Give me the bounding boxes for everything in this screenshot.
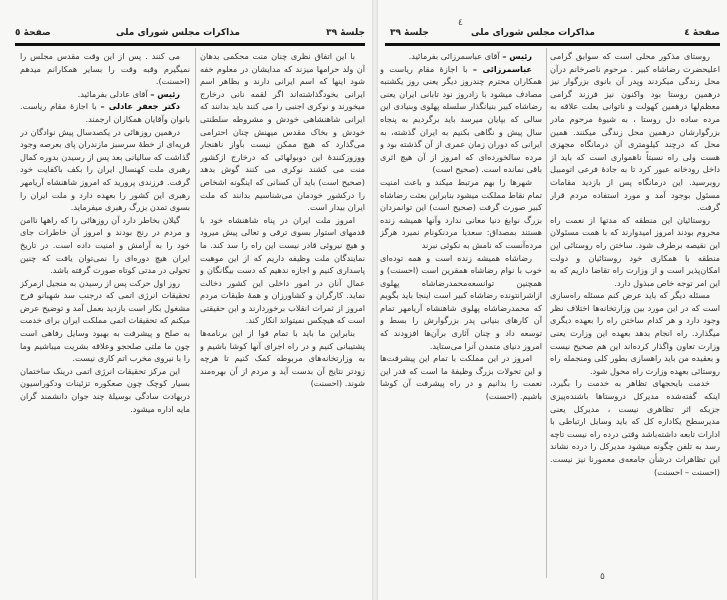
paragraph-text: روستای مذکور محلی است که سوابق گرامی اعلیحضرت رضاشاه کبیر . مرحوم ناصرخانم درآن محل زندگی میکردند وپدر آن بانوی بزرگوار نیز درهمین روستا بود واکنون نیز فرزند گرامی معظم‌لها درهمین کهولت و ناتوانی بعلت علاقه به مرده ساده دل روستا ، به شیوهٔ مرحوم مادر بزرگوارشان درهمین محل زندگی میکنند. همین محل که درچند کیلومتری آن درمانگاه مجهزی هست ولی راه نسبتاً ناهمواری است که باید از داخل رودخانه عبور کرد تا به جادهٔ فرعی اتومبیل روبرسید. این درمانگاه پس از بازدید مقامات مسئول بوجود آمد و مورد استفاده مردم قرار گرفت. — [550, 51, 720, 213]
page-number: صفحهٔ ٥ — [15, 28, 51, 38]
text-column-right — [200, 50, 365, 575]
paragraph-text: شهرها را بهم مرتبط میکند و باعث امنیت تمام نقاط مملکت میشود بنابراین بعثت رضاشاه کبیر صورت گرفت (صحیح است) این توانمردان بزرگ نوابغ دنیا معانی ندارد وآنها همیشه زنده هستند بمصداق: سعدیا مردنکونام نمیرد هرگز مرده‌آنست که نامش به نکوئی نبرند — [380, 176, 542, 250]
header-title: مذاکرات مجلس شورای ملی — [470, 28, 595, 38]
paragraph-text: روستائیان این منطقه که مدتها از نعمت راه محروم بودند امروز امیدوارند که با همت مسئولان این نقیصه برطرف شود. ساختن راه روستائی این منطقه با همکاری خود روستائیان و دولت امکان‌پذیر است و از وزارت راه تقاضا داریم که به این امر توجه خاص مبذول دارد. — [550, 214, 720, 288]
paragraph-text: با این اتفاق نظری چنان منت محکمی بدهان آن ولد حرامها میزند که مدایشان در معلوم خفه شود اینها که اسم ایرانی دارند و بظاهر اسم ایرانی بخودگذاشته‌اند اگر لقمه نانی درخارج میخورند و نوکری اجنبی را می کنند باید بدانند که ایرانی شاهنشاهی خودش و مشروطه سلطنتی خودش و بخاک مقدس میهنش چنان احترامی می‌گذارد که هیچ ممکن نیست بآواز ناهنجار ووزوزکنندهٔ این دوبولها‌ئی که درخارج ازکشور منت می کشند نوکری می کنند گوش بدهد (صحیح است) باید آن کسانی که اینگونه اشخاص را درکشور خودمان می‌شناسیم بدانند که ملت ایران بیدار است. — [200, 51, 365, 213]
paragraph — [380, 176, 542, 252]
paragraph — [200, 327, 365, 390]
text-column-left — [380, 50, 542, 575]
bottom-mark: ٥ — [600, 572, 605, 582]
paragraph — [550, 289, 720, 377]
column-divider — [546, 48, 547, 578]
paragraph-text: روز اول حرکت پس از رسیدن به منجیل ازمرکز تحقیقات انرژی اتمی که درجنب سد شهبانو فرح مشغول بکار است بازدید بعمل آمد و توضیح عرض میکنم که تحقیقات اتمی مملکت ایران برای خدمت به صلح و پیشرفت به بهبود وسایل رفاهی است چون ما ملتی صلحجو وعلاقه بشریت میباشیم وما را با نیروی مخرب اتم کاری نیست. — [20, 277, 190, 364]
paragraph — [200, 214, 365, 327]
paragraph-text: بنابراین ما باید با تمام قوا از این برنامه‌ها پشتیبانی کنیم و در راه اجرای آنها کوشا باشیم و به وزارتخانه‌های مربوطه کمک کنیم تا هرچه زودتر نتایج آن بدست آید و مردم از آن بهره‌مند شوند. (احسنت) — [200, 328, 365, 389]
paragraph-text: رضاشاه همیشه زنده است و همه توده‌ای خوب با نوام رضاشاه همقرین است (احسنت) و همچنین توانسعه‌محمدرضاشاه پهلوی ازاشرانتونده رضاشاه کبیر است اینجا باید بگویم که محمدرضاشاه پهلوی شاهنشاه آریامهر تمام آن کارهای بنیانی پدر بزرگوارش را بسط و توسعه داد و چنان آثاری برآن‌ها افزودند که امروز دنیای متمدن آنرا می‌ستاید. — [380, 252, 542, 351]
paragraph — [380, 352, 542, 402]
paragraph — [550, 377, 720, 478]
paragraph — [20, 365, 190, 415]
speaker-name: دکتر جعفر عادلی – — [100, 101, 181, 112]
paragraph-text: درهمین روزهائی در یکصدسال پیش نوادگان در قریه‌ای از خطهٔ سرسبز مازندران پای بعرصه وجود گذاشت که سالیانی بعد پس از رسیدن بدوره کمال رهبری ملت کهنسال ایران را بکف باکفایت خود گرفت. فرزندی پرورید که امروز شاهنشاه آریامهر رهبری این کشور را بعهده دارد و ملت ایران را بسوی تمدن بزرگ رهبری میفرماید. — [20, 126, 190, 213]
speaker-name: عباسمرزائی – — [472, 63, 533, 74]
speaker-name: رئیس – — [502, 51, 532, 61]
paragraph — [20, 126, 190, 214]
speaker-name: رئیس – — [150, 88, 180, 99]
page-header — [385, 28, 720, 42]
paragraph — [380, 50, 542, 63]
header-title: مذاکرات مجلس شورای ملی — [115, 28, 240, 38]
paragraph-text: خدمت بایحجهای تظاهر به خدمت را بگیرد، اینکه گفته‌شده مدیرکل دروستاها باشنده‌پیزی جزیکه اثر تظاهری نیست ، مدیرکل یعنی مدیرسطح یکاداره کل که باید وسایل ارتباطی با ادارات تابعه داشته‌باشد وقتی درده راه نیست تاچه رسد به تلفن چگونه میشود مدیرکل را درده نشاند این تظاهرات درشأن جامعه‌ی معمورنا نیز نیست. (احسنت – احسنت) — [550, 378, 720, 477]
paragraph — [550, 214, 720, 290]
session-label: جلسهٔ ٣٩ — [390, 28, 429, 38]
paragraph-text: آقای عادلی بفرمائید. — [77, 88, 148, 99]
text-column-left — [20, 50, 190, 575]
paragraph-text: با اجازهٔ مقام ریاست و همکاران محترم چندروز دیگر یعنی روز یکشنبه مصادف میشود با زادروز نود تابانی ایران یعنی رضاشاه کبیر بنیانگذار سلسله پهلوی وبنیادی این سالی که بپایان میرسد باید برگردیم به پنجاه سال پیش و نگاهی بکنیم به ایران گذشته، به ایرانی که دوران زمان عمری از آن گذشته بود و مرده سالخورده‌ای که امروز از آن هیچ اثری باقی نمانده است. (صحیح است) — [380, 63, 542, 175]
paragraph — [20, 88, 190, 101]
paragraph-text: آقای عباسمرزائی بفرمائید. — [408, 51, 500, 61]
paragraph — [550, 50, 720, 214]
top-mark: ٤ — [458, 18, 463, 28]
right-page — [378, 0, 727, 600]
paragraph-text: با اجازهٔ مقام ریاست. بانوان وآقایان همکاران ارجمند. — [20, 101, 190, 124]
paragraph — [380, 63, 542, 176]
paragraph — [380, 252, 542, 353]
paragraph-text: امروز در این مملکت با تمام این پیشرفت‌ها و این تحولات بزرگ وظیفهٔ ما است که قدر این نعمت را بدانیم و در راه پیشرفت آن کوشا باشیم. (احسنت) — [380, 353, 542, 402]
session-label: جلسهٔ ٣٩ — [326, 28, 365, 38]
paragraph-text: مسئله دیگر که باید عرض کنم مسئله راه‌سازی است که در این مورد بین وزارتخانه‌ها اختلاف نظر وجود دارد و هر کدام ساختن راه را بعهده دیگری میگذارد. راه انجام بدهد بعهده این وزارت یعنی وزارت تعاون واگذار کرده‌اند این هم صحیح نیست و بعقیده من باید راهسازی بطور کلی ومنجمله راه روستائی بعهده وزارت راه محول شود. — [550, 290, 720, 376]
page-number: صفحهٔ ٤ — [684, 28, 720, 38]
header-rule — [15, 43, 365, 46]
header-rule — [385, 43, 720, 46]
paragraph — [20, 50, 190, 88]
text-column-right — [550, 50, 720, 575]
paragraph-text: گیلان بخاطر دارد آن روزهائی را که راهها ناامن و مردم در رنج بودند و امروز آن خاطرات جای خود را به آرامش و امنیت داده است. در تاریخ ایران هیچ دوره‌ای را نمی‌توان یافت که چنین تحولی در مدتی کوتاه صورت گرفته باشد. — [20, 214, 190, 276]
paragraph-text: می کنند . پس از این وقت مقدس مجلس را نمیگیرم وقبه وقت را بسایر همکارانم میدهم (احسنت). — [20, 51, 190, 87]
paragraph — [20, 214, 190, 277]
column-divider — [195, 48, 196, 578]
paragraph-text: امروز ملت ایران در پناه شاهنشاه خود با قدمهای استوار بسوی ترقی و تعالی پیش میرود و هیچ نیروئی قادر نیست این راه را سد کند. ما نمایندگان ملت وظیفه داریم که از این موهبت پاسداری کنیم و اجازه ندهیم که دست بیگانگان و عمال آنان در امور داخلی این کشور دخالت نماید. کارگران و کشاورزان و همهٔ طبقات مردم امروز از ثمرات انقلاب برخوردارند و این حقیقتی است که هیچکس نمیتواند انکار کند. — [200, 214, 365, 326]
paragraph-text: این مرکز تحقیقات انرژی اتمی درینک ساختمان بسیار کوچک چون صعکوره تزئینات ودکوراسیون دربهادت سادگی بوسیلهٔ چند جوان دانشمند گران مایه اداره میشود. — [20, 365, 190, 414]
page-header — [15, 28, 365, 42]
paragraph — [20, 100, 190, 125]
paragraph — [200, 50, 365, 214]
paragraph — [20, 277, 190, 365]
